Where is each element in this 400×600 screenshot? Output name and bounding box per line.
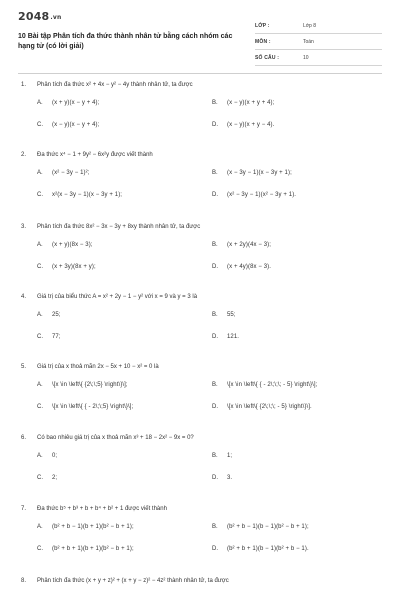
question-stem [18, 506, 382, 518]
option-text: (x + y)(8x − 3); [52, 242, 93, 248]
question-7 [18, 506, 382, 562]
option-d[interactable] [212, 475, 232, 481]
option-row [18, 258, 382, 280]
option-label: B. [212, 524, 218, 530]
option-d[interactable] [212, 264, 271, 270]
option-c[interactable] [37, 122, 99, 128]
option-a[interactable] [37, 524, 134, 530]
option-label: C. [37, 546, 43, 552]
option-label: C. [37, 475, 43, 481]
option-c[interactable] [37, 546, 134, 552]
option-label: C. [37, 404, 43, 410]
option-label: A. [37, 100, 43, 106]
option-a[interactable] [37, 382, 128, 388]
option-label: B. [212, 312, 218, 318]
logo-suffix: .vn [50, 14, 62, 21]
option-label: B. [212, 100, 218, 106]
option-b[interactable] [212, 524, 309, 530]
question-6 [18, 435, 382, 491]
option-b[interactable] [212, 312, 236, 318]
question-text: Đa thức x⁴ − 1 + 9y² − 6x²y được viết thành [37, 152, 153, 158]
option-text: (x − y)(x + y − 4). [227, 122, 275, 128]
meta-key: LỚP : [255, 23, 270, 29]
question-text: Có bao nhiêu giá trị của x thoả mãn x³ + 18 − 2x² − 9x = 0? [37, 435, 194, 441]
option-text: \[x \in \left\{ {2\;\;\; - 5} \right\}\]. [227, 404, 312, 410]
option-label: C. [37, 192, 43, 198]
site-logo[interactable] [18, 10, 61, 23]
question-stem [18, 578, 382, 590]
question-number: 2. [21, 152, 27, 158]
option-row [18, 328, 382, 350]
option-text: (b² + b + 1)(b − 1)(b² + b − 1). [227, 546, 309, 552]
question-text: Phân tích đa thức (x + y + z)² + (x + y − z)² − 4z² thành nhân tử, ta được [37, 578, 229, 584]
question-1 [18, 82, 382, 138]
meta-value: 10 [303, 55, 309, 61]
option-label: D. [212, 192, 218, 198]
option-text: (x − y)(x − y + 4); [52, 122, 100, 128]
option-a[interactable] [37, 453, 57, 459]
meta-info [255, 18, 382, 66]
option-label: D. [212, 264, 218, 270]
option-text: (x + 4y)(8x − 3). [227, 264, 272, 270]
option-row [18, 447, 382, 469]
option-row [18, 116, 382, 138]
option-row [18, 518, 382, 540]
question-text: Giá trị của biểu thức A = x² + 2y − 1 − y² với x = 9 và y = 3 là [37, 294, 198, 300]
option-b[interactable] [212, 382, 317, 388]
meta-row-count [255, 50, 382, 66]
option-text: 2; [52, 475, 58, 481]
option-text: (x − y)(x + y + 4); [227, 100, 275, 106]
option-label: A. [37, 170, 43, 176]
option-label: A. [37, 382, 43, 388]
meta-value: Lớp 8 [303, 23, 317, 29]
option-text: (x² − 3y − 1)(x² − 3y + 1). [227, 192, 297, 198]
question-5 [18, 364, 382, 420]
option-text: x²(x − 3y − 1)(x − 3y + 1); [52, 192, 123, 198]
header-divider [18, 73, 382, 74]
option-b[interactable] [212, 100, 274, 106]
option-label: A. [37, 453, 43, 459]
option-b[interactable] [212, 170, 292, 176]
meta-value: Toán [303, 39, 314, 45]
option-row [18, 469, 382, 491]
option-label: D. [212, 475, 218, 481]
question-number: 7. [21, 506, 27, 512]
option-d[interactable] [212, 404, 312, 410]
option-c[interactable] [37, 192, 122, 198]
option-text: 1; [227, 453, 233, 459]
option-row [18, 236, 382, 258]
option-c[interactable] [37, 264, 96, 270]
option-text: (b² + b − 1)(b − 1)(b² − b + 1); [227, 524, 309, 530]
option-text: \[x \in \left\{ { - 2\;\;5} \right\}\]; [52, 404, 134, 410]
option-a[interactable] [37, 100, 99, 106]
meta-row-class [255, 18, 382, 34]
option-d[interactable] [212, 122, 274, 128]
option-a[interactable] [37, 312, 61, 318]
question-3 [18, 224, 382, 280]
option-label: B. [212, 382, 218, 388]
meta-key: MÔN : [255, 39, 271, 45]
option-row [18, 376, 382, 398]
option-label: B. [212, 242, 218, 248]
meta-key: SỐ CÂU : [255, 55, 280, 61]
question-stem [18, 364, 382, 376]
option-label: D. [212, 334, 218, 340]
option-text: 77; [52, 334, 61, 340]
option-c[interactable] [37, 475, 57, 481]
option-label: C. [37, 122, 43, 128]
question-stem [18, 224, 382, 236]
question-number: 3. [21, 224, 27, 230]
option-d[interactable] [212, 546, 309, 552]
question-stem [18, 435, 382, 447]
question-stem [18, 82, 382, 94]
option-text: 3. [227, 475, 233, 481]
question-number: 4. [21, 294, 27, 300]
option-text: \[x \in \left\{ {2\;\;5} \right\}\]; [52, 382, 128, 388]
option-text: 25; [52, 312, 61, 318]
option-label: A. [37, 242, 43, 248]
option-d[interactable] [212, 334, 239, 340]
question-text: Giá trị của x thoả mãn 2x − 5x + 10 − x² = 0 là [37, 364, 159, 370]
question-number: 8. [21, 578, 27, 584]
document-title: 10 Bài tập Phân tích đa thức thành nhân tử bằng cách nhóm các hạng tử (có lời giải) [18, 33, 233, 50]
option-label: D. [212, 546, 218, 552]
option-label: B. [212, 453, 218, 459]
option-label: C. [37, 334, 43, 340]
meta-row-subject [255, 34, 382, 50]
option-label: A. [37, 312, 43, 318]
question-text: Đa thức b⁵ + b³ + b + b⁴ + b² + 1 được viết thành [37, 506, 167, 512]
option-d[interactable] [212, 192, 296, 198]
option-row [18, 164, 382, 186]
option-a[interactable] [37, 242, 93, 248]
option-text: (x + 3y)(8x + y); [52, 264, 96, 270]
option-row [18, 540, 382, 562]
question-stem [18, 294, 382, 306]
option-text: (x − 3y − 1)(x − 3y + 1); [227, 170, 292, 176]
question-8 [18, 578, 382, 590]
option-text: (x² − 3y − 1)²; [52, 170, 90, 176]
option-b[interactable] [212, 242, 271, 248]
option-row [18, 306, 382, 328]
question-number: 1. [21, 82, 27, 88]
option-label: C. [37, 264, 43, 270]
option-c[interactable] [37, 404, 133, 410]
option-label: B. [212, 170, 218, 176]
option-label: A. [37, 524, 43, 530]
option-b[interactable] [212, 453, 232, 459]
document-header [18, 10, 382, 72]
option-text: (x + y)(x − y + 4); [52, 100, 100, 106]
question-text: Phân tích đa thức x² + 4x − y² − 4y thành nhân tử, ta được [37, 82, 193, 88]
option-text: 0; [52, 453, 58, 459]
option-text: (b² + b − 1)(b + 1)(b² − b + 1); [52, 524, 134, 530]
question-text: Phân tích đa thức 8x² − 3x − 3y + 8xy thành nhân tử, ta được [37, 224, 201, 230]
option-label: D. [212, 404, 218, 410]
question-stem [18, 152, 382, 164]
option-text: (x + 2y)(4x − 3); [227, 242, 272, 248]
option-row [18, 398, 382, 420]
logo-text: 2048 [18, 10, 50, 23]
question-2 [18, 152, 382, 208]
question-4 [18, 294, 382, 350]
option-label: D. [212, 122, 218, 128]
option-text: \[x \in \left\{ { - 2\;\;\; - 5} \right\}\]; [227, 382, 318, 388]
option-text: 55; [227, 312, 236, 318]
option-row [18, 186, 382, 208]
question-number: 6. [21, 435, 27, 441]
option-a[interactable] [37, 170, 90, 176]
option-c[interactable] [37, 334, 61, 340]
question-number: 5. [21, 364, 27, 370]
option-text: (b² + b + 1)(b + 1)(b² − b + 1); [52, 546, 134, 552]
option-row [18, 94, 382, 116]
option-text: 121. [227, 334, 240, 340]
